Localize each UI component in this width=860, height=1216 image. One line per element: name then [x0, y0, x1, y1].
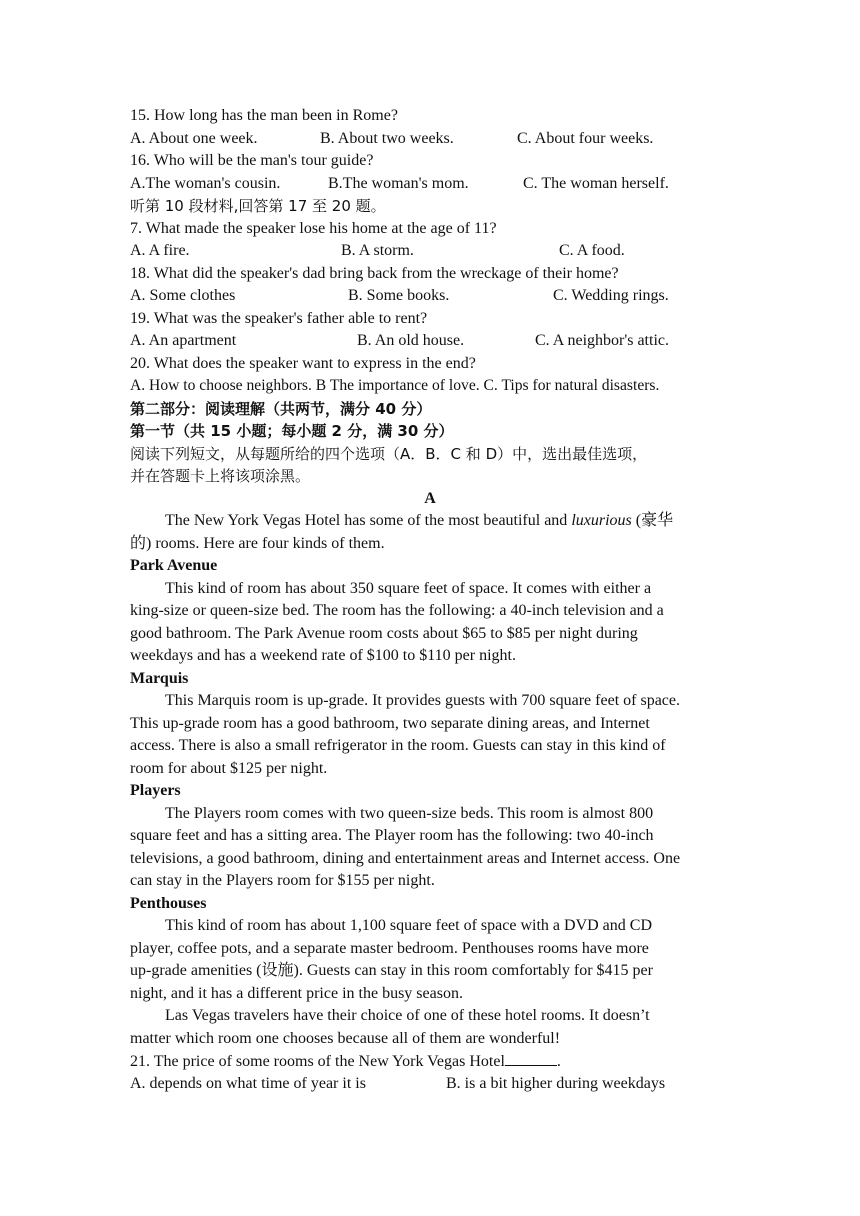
- passage-intro-line-1: [130, 510, 730, 533]
- paragraph-line: This up-grade room has a good bathroom, two separate dining areas, and Internet: [130, 714, 650, 732]
- paragraph-line: square feet and has a sitting area. The Player room has the following: two 40-inch: [130, 827, 654, 844]
- section-one-heading: 第一节（共 15 小题；每小题 2 分，满 30 分）: [130, 422, 454, 440]
- reading-instructions-line-1: 阅读下列短文，从每题所给的四个选项（A．B．C 和 D）中，选出最佳选项，: [130, 444, 648, 463]
- option-c: C. A neighbor's attic.: [535, 332, 669, 349]
- paragraph-line: king-size or queen-size bed. The room has the following: a 40-inch television and a: [130, 602, 664, 619]
- question-15-options: [130, 128, 730, 151]
- paragraph-line: This Marquis room is up-grade. It provides guests with 700 square feet of space.: [165, 692, 680, 709]
- question-20: 20. What does the speaker want to express in the end?: [130, 354, 476, 372]
- option-b: B. An old house.: [357, 332, 465, 349]
- question-21-period: .: [556, 1053, 561, 1070]
- question-19-options: [130, 330, 730, 353]
- question-19: 19. What was the speaker's father able to rent?: [130, 309, 428, 327]
- paragraph-line: player, coffee pots, and a separate master bedroom. Penthouses rooms have more: [130, 939, 649, 957]
- option-b: B. About two weeks.: [320, 129, 454, 147]
- room-title-penthouses: Penthouses: [130, 894, 207, 912]
- intro-text: The New York Vegas Hotel has some of the most beautiful and: [165, 512, 572, 529]
- room-title-park-avenue: Park Avenue: [130, 557, 218, 574]
- paragraph-line: The Players room comes with two queen-size beds. This room is almost 800: [165, 804, 654, 822]
- question-16-options: [130, 173, 730, 196]
- intro-text-gloss: (豪华: [631, 512, 674, 529]
- answer-blank: [505, 1050, 557, 1066]
- paragraph-line: room for about $125 per night.: [130, 759, 328, 777]
- reading-instructions-line-2: 并在答题卡上将该项涂黑。: [130, 467, 311, 485]
- paragraph-line: access. There is also a small refrigerator in the room. Guests can stay in this kind of: [130, 737, 666, 754]
- paragraph-line: televisions, a good bathroom, dining and entertainment areas and Internet access. One: [130, 849, 681, 867]
- option-a: A. depends on what time of year it is: [130, 1074, 366, 1092]
- option-c: C. The woman herself.: [523, 174, 669, 192]
- option-b: B. Some books.: [348, 287, 450, 304]
- paragraph-line: This kind of room has about 350 square feet of space. It comes with either a: [165, 579, 652, 597]
- option-c: C. About four weeks.: [517, 129, 654, 147]
- option-a: A. An apartment: [130, 332, 237, 349]
- paragraph-line: up-grade amenities (设施). Guests can stay in this room comfortably for $415 per: [130, 962, 653, 979]
- question-20-options: A. How to choose neighbors. B The importance of love. C. Tips for natural disasters.: [130, 377, 660, 394]
- option-a: A. Some clothes: [130, 287, 236, 304]
- question-18: 18. What did the speaker's dad bring back from the wreckage of their home?: [130, 264, 619, 282]
- passage-label: A: [424, 489, 436, 507]
- option-c: C. A food.: [559, 242, 625, 259]
- intro-italic-word: luxurious: [571, 512, 632, 529]
- option-b: B. is a bit higher during weekdays: [446, 1074, 666, 1092]
- paragraph-line: night, and it has a different price in the busy season.: [130, 984, 463, 1002]
- paragraph-line: weekdays and has a weekend rate of $100 to $110 per night.: [130, 647, 516, 664]
- room-title-marquis: Marquis: [130, 669, 189, 687]
- question-21: [130, 1050, 730, 1073]
- option-a: A. A fire.: [130, 242, 190, 259]
- option-a: A.The woman's cousin.: [130, 174, 281, 192]
- closing-line: Las Vegas travelers have their choice of one of these hotel rooms. It doesn’t: [165, 1007, 650, 1024]
- paragraph-line: This kind of room has about 1,100 square feet of space with a DVD and CD: [165, 917, 652, 934]
- option-b: B.The woman's mom.: [328, 174, 469, 192]
- question-15: 15. How long has the man been in Rome?: [130, 107, 398, 124]
- question-18-options: [130, 285, 730, 308]
- paragraph-line: good bathroom. The Park Avenue room costs about $65 to $85 per night during: [130, 624, 638, 642]
- question-17-options: [130, 240, 730, 263]
- part-two-heading: 第二部分：阅读理解（共两节，满分 40 分）: [130, 399, 432, 418]
- option-b: B. A storm.: [341, 242, 414, 259]
- question-21-stem: 21. The price of some rooms of the New York Vegas Hotel: [130, 1053, 505, 1070]
- question-21-options: [130, 1073, 730, 1096]
- paragraph-line: can stay in the Players room for $155 per night.: [130, 872, 435, 889]
- room-title-players: Players: [130, 782, 181, 799]
- option-c: C. Wedding rings.: [553, 287, 669, 304]
- exam-page: [130, 105, 730, 1095]
- question-17: 7. What made the speaker lose his home at the age of 11?: [130, 219, 497, 237]
- question-16: 16. Who will be the man's tour guide?: [130, 152, 374, 169]
- option-a: A. About one week.: [130, 129, 258, 147]
- passage-intro-line-2: 的) rooms. Here are four kinds of them.: [130, 534, 385, 552]
- section-10-instruction: 听第 10 段材料,回答第 17 至 20 题。: [130, 197, 386, 215]
- closing-line: matter which room one chooses because all of them are wonderful!: [130, 1029, 561, 1047]
